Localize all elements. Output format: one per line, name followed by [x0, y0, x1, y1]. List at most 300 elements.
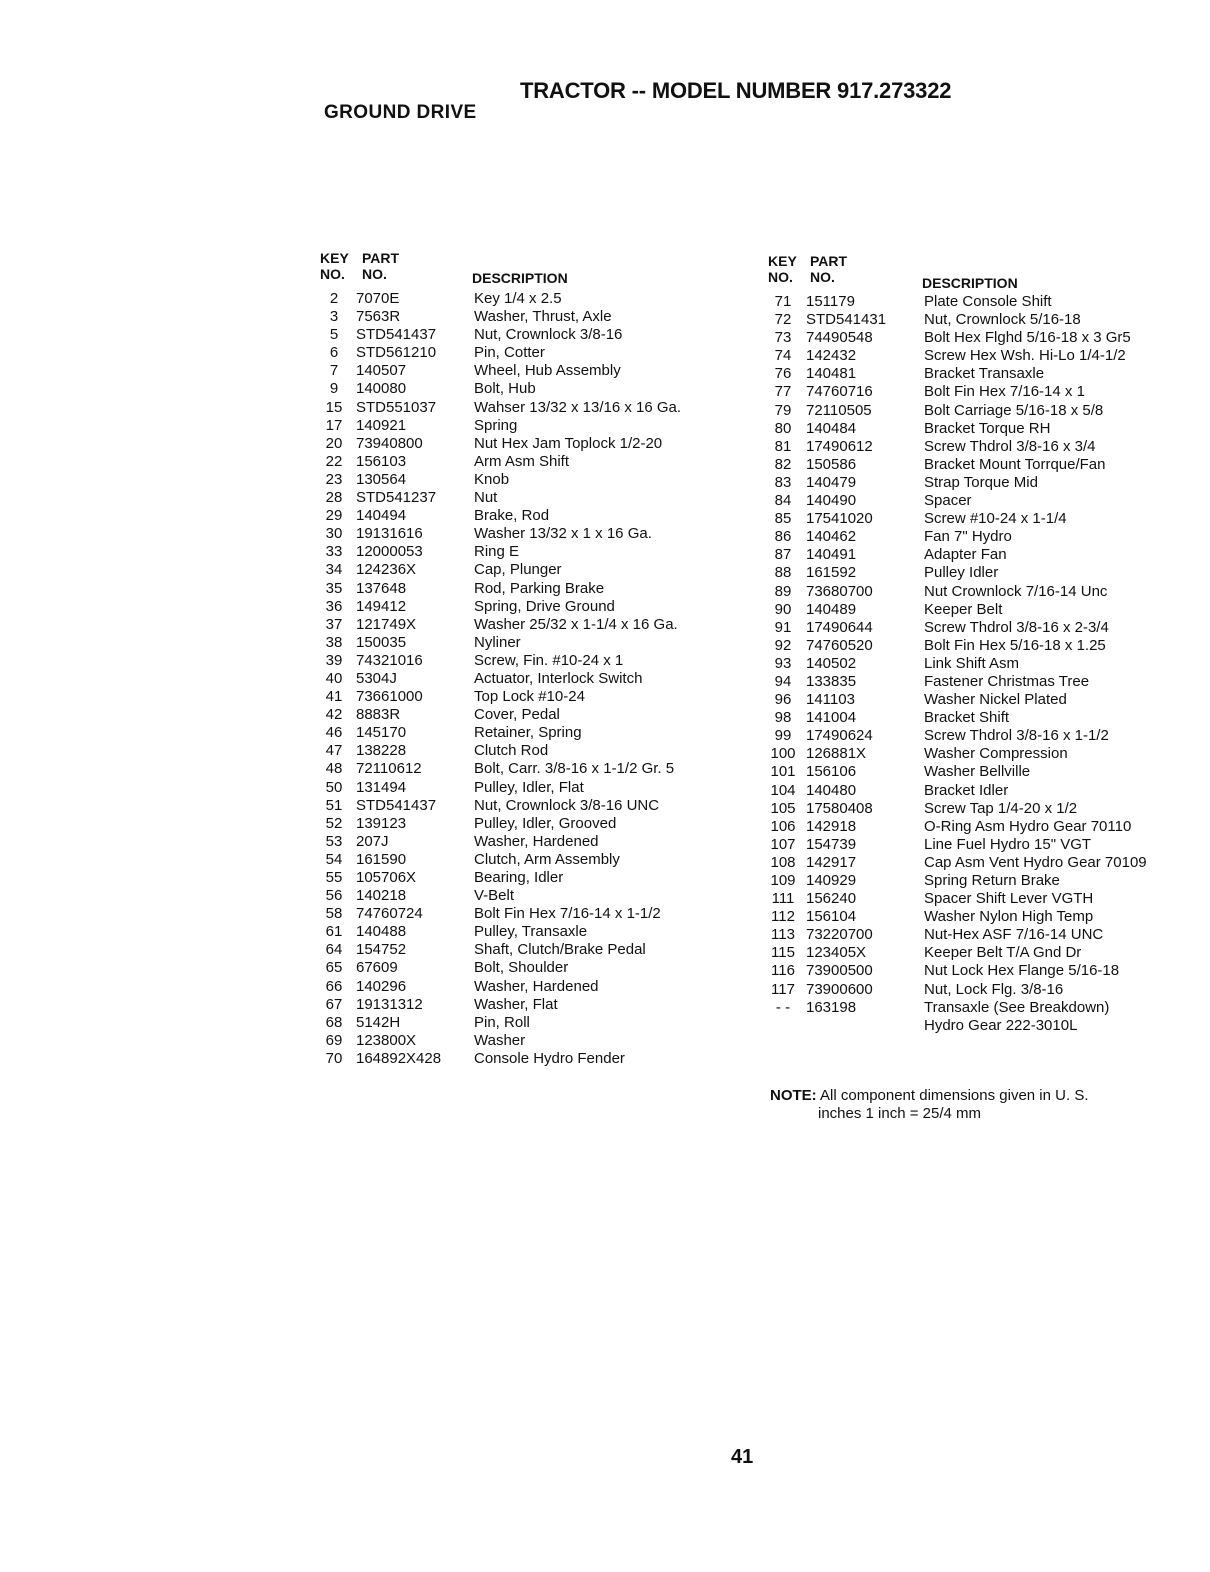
part-no: 140929 — [806, 872, 857, 889]
part-no: 156106 — [806, 763, 857, 781]
description: Hydro Gear 222-3010L — [924, 1016, 1078, 1034]
description: Strap Torque Mid — [924, 473, 1038, 491]
table-row — [766, 944, 1186, 962]
part-no: 17490644 — [806, 618, 873, 636]
key-no: 81 — [774, 437, 792, 455]
table-row — [318, 399, 738, 417]
part-no: 142918 — [806, 817, 857, 835]
key-no: 69 — [325, 1031, 343, 1049]
table-row — [766, 474, 1186, 492]
key-no: 107 — [770, 835, 796, 853]
description: Nut Lock Hex Flange 5/16-18 — [924, 962, 1120, 980]
part-no: 17580408 — [806, 799, 873, 817]
table-row — [318, 670, 738, 688]
description: Bracket Transaxle — [924, 365, 1045, 383]
description: Pulley, Idler, Flat — [474, 778, 584, 796]
key-no: 66 — [325, 977, 343, 995]
key-no: 88 — [774, 564, 792, 582]
description: Rod, Parking Brake — [474, 579, 605, 597]
key-no: 117 — [771, 980, 795, 998]
table-row — [766, 782, 1186, 800]
table-row — [318, 543, 738, 561]
section-title: GROUND DRIVE — [324, 102, 477, 123]
part-no: 73940800 — [356, 434, 423, 452]
table-row — [318, 471, 738, 489]
key-no: 3 — [329, 308, 339, 326]
description: Washer, Hardened — [474, 832, 599, 850]
part-no: 17490624 — [806, 727, 873, 745]
part-no: 145170 — [356, 724, 407, 742]
table-row — [766, 637, 1186, 655]
description: Pulley, Transaxle — [474, 923, 588, 941]
part-no: 142432 — [806, 347, 857, 365]
table-row — [318, 326, 738, 344]
description: Brake, Rod — [474, 507, 550, 525]
key-no: 23 — [325, 470, 343, 488]
table-row — [318, 362, 738, 380]
part-no: 19131312 — [356, 995, 423, 1013]
table-row — [318, 652, 738, 670]
part-no: 17541020 — [806, 510, 873, 528]
description: Pin, Cotter — [474, 344, 545, 362]
description: Link Shift Asm — [924, 654, 1020, 672]
description: Washer 13/32 x 1 x 16 Ga. — [474, 525, 652, 543]
key-no: 17 — [325, 416, 343, 434]
table-row — [318, 634, 738, 652]
description: Plate Console Shift — [924, 293, 1052, 310]
key-no: 94 — [774, 672, 792, 690]
key-no: 65 — [325, 959, 343, 977]
part-no: 161592 — [806, 564, 857, 582]
part-no: 140484 — [806, 419, 857, 437]
part-no: 140296 — [356, 977, 407, 995]
key-no: 56 — [325, 887, 343, 905]
key-no: 34 — [325, 561, 343, 579]
table-row — [318, 489, 738, 507]
part-no: 72110505 — [806, 401, 872, 419]
description: Retainer, Spring — [474, 724, 582, 742]
description: Spacer Shift Lever VGTH — [924, 890, 1094, 908]
key-no: 115 — [771, 944, 795, 962]
description: Washer, Flat — [474, 995, 558, 1013]
description: Cap, Plunger — [474, 561, 562, 579]
part-no: 150035 — [356, 633, 407, 651]
key-no: 113 — [771, 926, 795, 944]
key-no-header: KEY NO. — [768, 253, 797, 285]
part-no: 7070E — [356, 290, 400, 307]
description: Transaxle (See Breakdown) — [924, 998, 1110, 1016]
part-no: STD551037 — [356, 398, 437, 416]
part-no: 5142H — [356, 1013, 401, 1031]
key-no: 67 — [325, 995, 343, 1013]
part-no: STD541437 — [356, 796, 437, 814]
key-no: 72 — [774, 311, 792, 329]
part-no: 74490548 — [806, 329, 873, 347]
page-number: 41 — [731, 1446, 754, 1468]
key-no: 58 — [325, 905, 343, 923]
part-no: 74760520 — [806, 636, 873, 654]
table-row — [766, 981, 1186, 999]
parts-rows — [318, 290, 738, 1068]
key-no: 5 — [329, 326, 339, 344]
key-no: 84 — [774, 492, 792, 510]
parts-rows — [766, 293, 1186, 1035]
key-no: 28 — [325, 489, 343, 507]
table-row — [766, 890, 1186, 908]
description: Bracket Shift — [924, 709, 1010, 727]
table-row — [318, 923, 738, 941]
table-row — [318, 507, 738, 525]
part-no: 133835 — [806, 672, 857, 690]
key-no: 86 — [774, 528, 792, 546]
part-no: 140490 — [806, 492, 857, 510]
description: Cap Asm Vent Hydro Gear 70109 — [924, 853, 1147, 871]
part-no: 156103 — [356, 452, 407, 470]
key-no: 55 — [325, 869, 343, 886]
key-no: 77 — [774, 383, 792, 401]
part-no: 154752 — [356, 941, 407, 959]
key-no: 87 — [774, 546, 792, 564]
description: Clutch Rod — [474, 742, 549, 760]
part-no: 149412 — [356, 597, 407, 615]
description: Washer Nickel Plated — [924, 691, 1067, 709]
part-no: 207J — [356, 832, 389, 850]
key-no: 39 — [325, 651, 343, 669]
key-no: 108 — [770, 853, 796, 871]
description-header: DESCRIPTION — [472, 270, 568, 286]
part-no: 139123 — [356, 814, 407, 832]
description: Spring Return Brake — [924, 872, 1060, 889]
table-row — [766, 438, 1186, 456]
part-no: 12000053 — [356, 543, 423, 561]
key-no: 29 — [325, 507, 343, 525]
part-no: 7563R — [356, 308, 401, 326]
table-row — [766, 293, 1186, 311]
key-no: 2 — [329, 290, 339, 307]
part-no: 123800X — [356, 1031, 417, 1049]
part-no: 105706X — [356, 869, 417, 886]
table-row — [318, 453, 738, 471]
table-row — [318, 380, 738, 398]
key-no: 36 — [325, 597, 343, 615]
table-row — [766, 347, 1186, 365]
description: Spacer — [924, 492, 972, 510]
key-no: 74 — [774, 347, 792, 365]
table-row — [766, 601, 1186, 619]
description: Keeper Belt — [924, 600, 1003, 618]
key-no: 47 — [325, 742, 343, 760]
key-no: 104 — [770, 781, 796, 799]
part-no: 154739 — [806, 835, 857, 853]
part-no: 164892X428 — [356, 1049, 442, 1067]
table-row — [766, 709, 1186, 727]
part-no: 140507 — [356, 362, 407, 380]
key-no: 6 — [329, 344, 339, 362]
part-no: 140494 — [356, 507, 407, 525]
part-no: 151179 — [806, 293, 855, 310]
description: Ring E — [474, 543, 520, 561]
table-row — [766, 999, 1186, 1017]
part-no: STD541437 — [356, 326, 437, 344]
table-row — [766, 800, 1186, 818]
description: Top Lock #10-24 — [474, 688, 585, 706]
description: Bolt, Shoulder — [474, 959, 569, 977]
dimensions-note — [770, 1087, 1089, 1123]
description: Washer, Thrust, Axle — [474, 308, 612, 326]
table-row — [318, 905, 738, 923]
table-row — [318, 1032, 738, 1050]
description: Screw Thdrol 3/8-16 x 2-3/4 — [924, 618, 1109, 636]
description: Adapter Fan — [924, 546, 1007, 564]
table-row — [318, 959, 738, 977]
description: Bracket Mount Torrque/Fan — [924, 455, 1106, 473]
part-no-header: PART NO. — [362, 250, 400, 282]
part-no: 142917 — [806, 853, 857, 871]
table-row — [318, 616, 738, 634]
key-no: 35 — [325, 579, 343, 597]
part-no: 137648 — [356, 579, 407, 597]
description: Fastener Christmas Tree — [924, 672, 1090, 690]
key-no: 48 — [325, 760, 343, 778]
description: Nut, Lock Flg. 3/8-16 — [924, 980, 1064, 998]
key-no-header: KEY NO. — [320, 250, 349, 282]
part-no: 140921 — [356, 416, 407, 434]
table-row — [318, 580, 738, 598]
description: Screw, Fin. #10-24 x 1 — [474, 651, 624, 669]
table-row — [766, 655, 1186, 673]
part-no: STD541237 — [356, 489, 437, 507]
part-no-header: PART NO. — [810, 253, 848, 285]
note-label: NOTE: — [770, 1087, 817, 1104]
part-no: 141103 — [806, 691, 855, 709]
part-no: 140480 — [806, 781, 857, 799]
part-no: 140502 — [806, 654, 857, 672]
table-row — [766, 402, 1186, 420]
description: Bracket Idler — [924, 781, 1009, 799]
table-row — [318, 869, 738, 887]
table-row — [766, 583, 1186, 601]
description: Fan 7" Hydro — [924, 528, 1012, 546]
table-row — [766, 420, 1186, 438]
table-row — [318, 598, 738, 616]
description: Washer Bellville — [924, 763, 1031, 781]
key-no: 41 — [325, 688, 343, 706]
description: Pulley Idler — [924, 564, 999, 582]
table-row — [766, 872, 1186, 890]
key-no: 98 — [774, 709, 792, 727]
key-no: 106 — [770, 817, 796, 835]
key-no: 89 — [774, 582, 792, 600]
description: Washer 25/32 x 1-1/4 x 16 Ga. — [474, 615, 678, 633]
key-no: 22 — [325, 452, 343, 470]
description-header: DESCRIPTION — [922, 275, 1018, 291]
key-no: 42 — [325, 706, 343, 724]
description: Arm Asm Shift — [474, 452, 570, 470]
table-row — [766, 908, 1186, 926]
table-row — [766, 329, 1186, 347]
key-no: 92 — [774, 636, 792, 654]
part-no: 121749X — [356, 615, 417, 633]
table-row — [318, 996, 738, 1014]
key-no: 70 — [325, 1049, 343, 1067]
part-no: 163198 — [806, 998, 857, 1016]
table-row — [318, 561, 738, 579]
description: Shaft, Clutch/Brake Pedal — [474, 941, 646, 959]
key-no: 7 — [329, 362, 339, 380]
description: Bolt Carriage 5/16-18 x 5/8 — [924, 401, 1104, 419]
table-row — [318, 706, 738, 724]
key-no: 50 — [325, 778, 343, 796]
parts-list-left — [318, 250, 738, 1068]
part-no: 150586 — [806, 455, 857, 473]
part-no: 8883R — [356, 706, 401, 724]
table-row — [318, 851, 738, 869]
part-no: 73661000 — [356, 688, 423, 706]
description: Knob — [474, 470, 510, 488]
table-row — [318, 1014, 738, 1032]
note-line2: inches 1 inch = 25/4 mm — [818, 1105, 982, 1122]
description: Wheel, Hub Assembly — [474, 362, 621, 380]
part-no: 67609 — [356, 959, 398, 977]
description: Keeper Belt T/A Gnd Dr — [924, 944, 1082, 962]
table-row — [766, 528, 1186, 546]
table-row — [318, 344, 738, 362]
description: Screw Tap 1/4-20 x 1/2 — [924, 799, 1078, 817]
key-no: 83 — [774, 473, 792, 491]
description: Screw #10-24 x 1-1/4 — [924, 510, 1067, 528]
key-no: 52 — [325, 814, 343, 832]
description: Washer Nylon High Temp — [924, 908, 1094, 926]
table-header — [766, 253, 1186, 293]
key-no: 116 — [771, 962, 795, 980]
description: Bolt, Hub — [474, 380, 536, 398]
description: Pulley, Idler, Grooved — [474, 814, 617, 832]
table-row — [318, 815, 738, 833]
key-no: 100 — [770, 745, 796, 763]
part-no: 124236X — [356, 561, 417, 579]
key-no: - - — [775, 998, 791, 1016]
table-row — [318, 941, 738, 959]
part-no: 74321016 — [356, 651, 423, 669]
part-no: 140481 — [806, 365, 857, 383]
table-row — [318, 978, 738, 996]
table-row — [318, 308, 738, 326]
table-row — [318, 797, 738, 815]
description: Nut, Crownlock 3/8-16 UNC — [474, 796, 660, 814]
key-no: 96 — [774, 691, 792, 709]
key-no: 79 — [774, 401, 792, 419]
table-row — [766, 745, 1186, 763]
description: Bolt Fin Hex 7/16-14 x 1-1/2 — [474, 905, 661, 923]
part-no: 140080 — [356, 380, 407, 398]
key-no: 68 — [325, 1013, 343, 1031]
part-no: 130564 — [356, 470, 407, 488]
table-row — [766, 564, 1186, 582]
table-row — [766, 691, 1186, 709]
table-row — [766, 836, 1186, 854]
part-no: 73900500 — [806, 962, 873, 980]
description: Bolt Hex Flghd 5/16-18 x 3 Gr5 — [924, 329, 1131, 347]
table-row — [318, 525, 738, 543]
key-no: 112 — [771, 908, 795, 926]
key-no: 71 — [774, 293, 792, 310]
table-row — [766, 456, 1186, 474]
description: Nut, Crownlock 5/16-18 — [924, 311, 1081, 329]
description: Clutch, Arm Assembly — [474, 850, 620, 868]
description: Nut-Hex ASF 7/16-14 UNC — [924, 926, 1104, 944]
description: V-Belt — [474, 887, 515, 905]
key-no: 40 — [325, 669, 343, 687]
description: Wahser 13/32 x 13/16 x 16 Ga. — [474, 398, 682, 416]
table-row — [766, 818, 1186, 836]
key-no: 105 — [770, 799, 796, 817]
part-no: 5304J — [356, 669, 397, 687]
description: Pin, Roll — [474, 1013, 530, 1031]
table-row — [318, 688, 738, 706]
part-no: 140462 — [806, 528, 857, 546]
description: O-Ring Asm Hydro Gear 70110 — [924, 817, 1132, 835]
table-row — [318, 887, 738, 905]
table-row — [766, 383, 1186, 401]
table-row — [766, 546, 1186, 564]
table-row — [318, 1050, 738, 1068]
key-no: 109 — [770, 872, 796, 889]
table-row — [766, 926, 1186, 944]
part-no: 73680700 — [806, 582, 873, 600]
description: Key 1/4 x 2.5 — [474, 290, 562, 307]
description: Bolt Fin Hex 5/16-18 x 1.25 — [924, 636, 1106, 654]
description: Spring, Drive Ground — [474, 597, 615, 615]
part-no: 156104 — [806, 908, 857, 926]
key-no: 80 — [774, 419, 792, 437]
key-no: 46 — [325, 724, 343, 742]
key-no: 37 — [325, 615, 343, 633]
description: Screw Thdrol 3/8-16 x 3/4 — [924, 437, 1096, 455]
description: Washer Compression — [924, 745, 1068, 763]
part-no: 126881X — [806, 745, 867, 763]
part-no: 17490612 — [806, 437, 873, 455]
table-row — [318, 435, 738, 453]
description: Screw Hex Wsh. Hi-Lo 1/4-1/2 — [924, 347, 1126, 365]
description: Washer, Hardened — [474, 977, 599, 995]
table-row — [318, 760, 738, 778]
key-no: 76 — [774, 365, 792, 383]
table-row — [766, 854, 1186, 872]
table-row — [766, 365, 1186, 383]
description: Bolt, Carr. 3/8-16 x 1-1/2 Gr. 5 — [474, 760, 675, 778]
description: Bracket Torque RH — [924, 419, 1051, 437]
description: Nut Hex Jam Toplock 1/2-20 — [474, 434, 663, 452]
table-row — [766, 673, 1186, 691]
description: Bearing, Idler — [474, 869, 564, 886]
description: Cover, Pedal — [474, 706, 560, 724]
table-row — [766, 619, 1186, 637]
key-no: 73 — [774, 329, 792, 347]
key-no: 9 — [329, 380, 339, 398]
description: Washer — [474, 1031, 526, 1049]
table-row — [318, 779, 738, 797]
part-no: 141004 — [806, 709, 857, 727]
key-no: 20 — [325, 434, 343, 452]
table-row — [766, 962, 1186, 980]
key-no: 99 — [774, 727, 792, 745]
part-no: 74760724 — [356, 905, 423, 923]
part-no: 140218 — [356, 887, 407, 905]
table-row — [766, 763, 1186, 781]
key-no: 54 — [325, 850, 343, 868]
part-no: 72110612 — [356, 760, 422, 778]
description: Bolt Fin Hex 7/16-14 x 1 — [924, 383, 1085, 401]
